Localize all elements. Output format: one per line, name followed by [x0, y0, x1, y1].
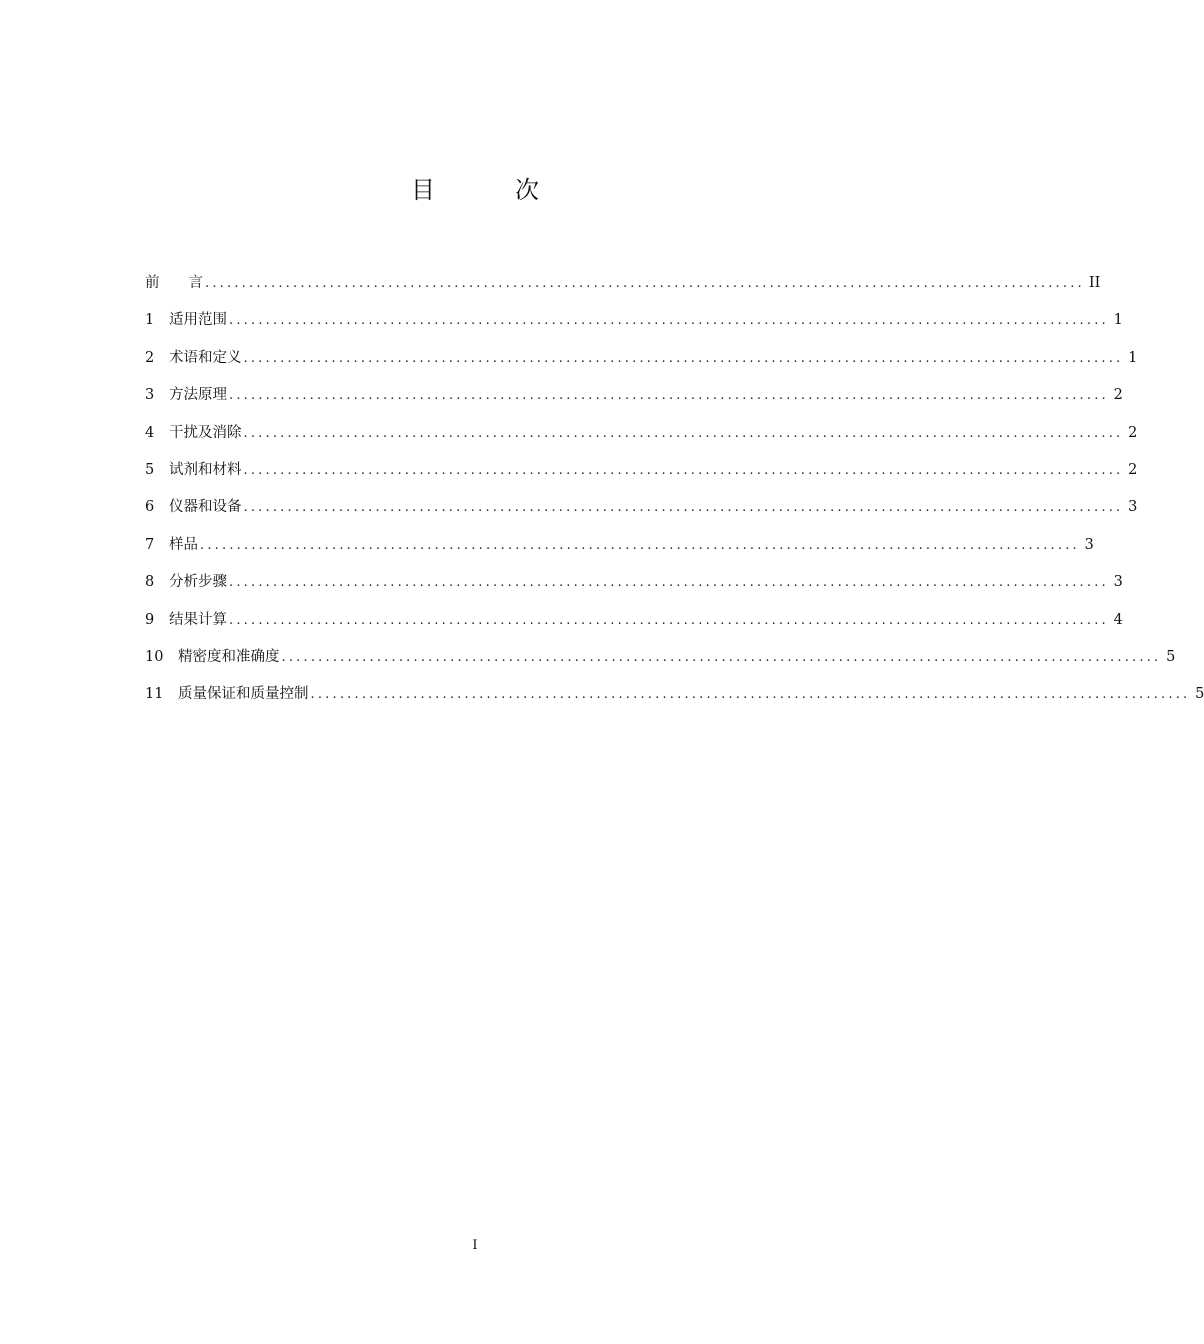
toc-entry-calculation[interactable] [145, 607, 1123, 644]
toc-entry-page: 2 [1128, 424, 1138, 441]
toc-entry-number: 5 [145, 461, 155, 478]
toc-entry-reagents[interactable] [145, 457, 1138, 494]
toc-entry-title: 前 言 [145, 275, 203, 291]
toc-entry-number: 2 [145, 349, 155, 366]
toc-entry-interference[interactable] [145, 420, 1138, 457]
toc-entry-quality-control[interactable] [145, 681, 1204, 718]
toc-entry-title: 结果计算 [169, 611, 227, 628]
toc-entry-title: 样品 [169, 536, 198, 553]
toc-leader-dots: ........................................................................................................................ [310, 687, 1191, 703]
toc-entry-title: 质量保证和质量控制 [178, 686, 309, 703]
toc-entry-principle[interactable] [145, 382, 1123, 419]
toc-entry-foreword[interactable] [145, 270, 1101, 307]
toc-leader-dots: ........................................................................................................................ [281, 649, 1162, 665]
toc-entry-number: 8 [145, 574, 155, 591]
toc-entry-page: 3 [1128, 499, 1138, 516]
toc-title: 目 次 [411, 176, 567, 204]
toc-leader-dots: ........................................................................................................................ [229, 313, 1109, 329]
toc-leader-dots: ........................................................................................................................ [200, 537, 1080, 553]
toc-entry-page: 1 [1128, 349, 1138, 366]
toc-entry-procedure[interactable] [145, 569, 1123, 606]
toc-leader-dots: ........................................................................................................................ [229, 575, 1109, 591]
toc-leader-dots: ........................................................................................................................ [243, 425, 1124, 441]
toc-entry-title: 干扰及消除 [169, 424, 242, 441]
toc-entry-number: 10 [145, 648, 164, 665]
toc-entry-page: 5 [1195, 686, 1204, 703]
toc-entry-samples[interactable] [145, 532, 1094, 569]
toc-leader-dots: ........................................................................................................................ [243, 462, 1124, 478]
toc-entry-page: II [1088, 275, 1101, 291]
toc-entry-title: 精密度和准确度 [178, 648, 280, 665]
toc-entry-apparatus[interactable] [145, 494, 1138, 531]
toc-entry-title: 方法原理 [169, 387, 227, 404]
toc-entry-number: 3 [145, 387, 155, 404]
toc-entry-scope[interactable] [145, 307, 1123, 344]
toc-entry-number: 11 [145, 686, 164, 703]
toc-entry-terms[interactable] [145, 345, 1138, 382]
toc-leader-dots: ........................................................................................................................ [243, 350, 1124, 366]
toc-leader-dots: ........................................................................................................................ [205, 276, 1085, 291]
toc-leader-dots: ........................................................................................................................ [243, 500, 1124, 516]
toc-entry-page: 4 [1113, 611, 1123, 628]
toc-entry-page: 2 [1128, 461, 1138, 478]
toc-entry-number: 7 [145, 536, 155, 553]
toc-entry-title: 适用范围 [169, 312, 227, 329]
toc-entry-page: 2 [1113, 387, 1123, 404]
toc-entry-page: 5 [1166, 648, 1176, 665]
toc-entry-number: 4 [145, 424, 155, 441]
toc-entry-number: 9 [145, 611, 155, 628]
toc-leader-dots: ........................................................................................................................ [229, 388, 1109, 404]
toc-entry-number: 1 [145, 312, 155, 329]
page-number: I [472, 1238, 478, 1253]
toc-entry-title: 试剂和材料 [169, 461, 242, 478]
toc-entry-page: 3 [1113, 574, 1123, 591]
toc-entry-precision[interactable] [145, 644, 1176, 681]
toc-entry-title: 分析步骤 [169, 574, 227, 591]
toc-list [145, 270, 1204, 719]
toc-entry-title: 仪器和设备 [169, 499, 242, 516]
toc-leader-dots: ........................................................................................................................ [229, 612, 1109, 628]
toc-entry-page: 1 [1113, 312, 1123, 329]
toc-entry-title: 术语和定义 [169, 349, 242, 366]
toc-entry-page: 3 [1084, 536, 1094, 553]
toc-entry-number: 6 [145, 499, 155, 516]
